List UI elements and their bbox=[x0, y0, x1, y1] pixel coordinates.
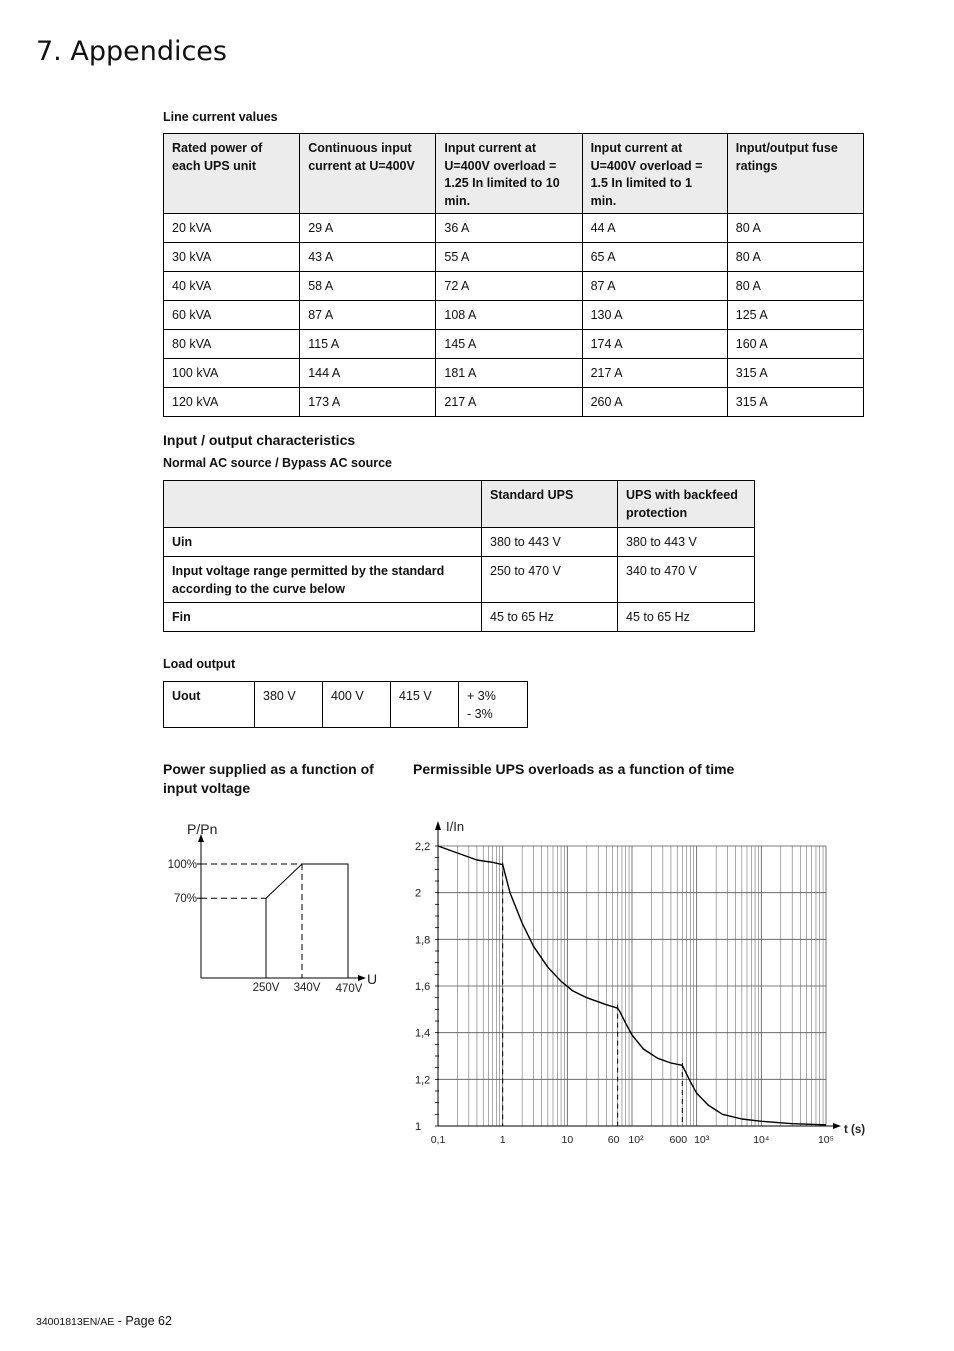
io-header-backfeed: UPS with backfeed protection bbox=[618, 481, 755, 528]
table-row bbox=[164, 272, 864, 301]
x-tick-label: 1 bbox=[499, 1134, 506, 1146]
x-axis-arrow bbox=[833, 1123, 841, 1129]
y-tick-label: 70% bbox=[173, 893, 197, 906]
table-cell: 43 A bbox=[300, 243, 436, 272]
io-cell: 380 to 443 V bbox=[618, 528, 755, 557]
y-axis-arrow bbox=[435, 821, 441, 830]
x-tick-label: 250V bbox=[252, 982, 280, 994]
header-overload-15: Input current at U=400V overload = 1.5 In limited to 1 min. bbox=[582, 134, 727, 214]
table-cell: 80 kVA bbox=[164, 330, 300, 359]
load-output-cell: 415 V bbox=[391, 682, 459, 728]
table-cell: 20 kVA bbox=[164, 214, 300, 243]
io-cell: 380 to 443 V bbox=[482, 528, 618, 557]
table-cell: 125 A bbox=[727, 301, 863, 330]
io-cell: 250 to 470 V bbox=[482, 557, 618, 603]
x-tick-label: 10⁵ bbox=[817, 1134, 835, 1146]
x-tick-label: 10⁴ bbox=[753, 1134, 770, 1146]
x-tick-label: 0,1 bbox=[430, 1134, 446, 1146]
io-cell: 45 to 65 Hz bbox=[482, 603, 618, 632]
table-cell: 87 A bbox=[300, 301, 436, 330]
tolerance-plus: + 3% bbox=[467, 689, 496, 703]
io-cell: 340 to 470 V bbox=[618, 557, 755, 603]
table-row bbox=[164, 243, 864, 272]
x-tick-label: 340V bbox=[293, 982, 321, 994]
y-axis-label: P/Pn bbox=[187, 821, 218, 837]
io-row-label: Input voltage range permitted by the standard according to the curve below bbox=[164, 557, 482, 603]
io-heading: Input / output characteristics bbox=[163, 432, 356, 448]
header-fuse-ratings: Input/output fuse ratings bbox=[727, 134, 863, 214]
io-header-empty bbox=[164, 481, 482, 528]
table-cell: 160 A bbox=[727, 330, 863, 359]
table-cell: 217 A bbox=[436, 388, 582, 417]
table-cell: 173 A bbox=[300, 388, 436, 417]
y-tick-label: 1,6 bbox=[415, 981, 431, 993]
overload-chart bbox=[405, 812, 875, 1157]
power-curve bbox=[266, 864, 348, 978]
table-cell: 58 A bbox=[300, 272, 436, 301]
io-row-label: Uin bbox=[164, 528, 482, 557]
load-output-caption: Load output bbox=[163, 657, 236, 671]
table-cell: 144 A bbox=[300, 359, 436, 388]
table-cell: 315 A bbox=[727, 359, 863, 388]
table-cell: 29 A bbox=[300, 214, 436, 243]
io-header-standard: Standard UPS bbox=[482, 481, 618, 528]
y-tick-label: 2,2 bbox=[415, 841, 431, 853]
x-axis-arrow bbox=[358, 975, 366, 981]
table-row bbox=[164, 214, 864, 243]
page-footer bbox=[36, 1314, 172, 1328]
table-cell: 145 A bbox=[436, 330, 582, 359]
tolerance-minus: - 3% bbox=[467, 706, 493, 721]
table-cell: 36 A bbox=[436, 214, 582, 243]
table-cell: 80 A bbox=[727, 272, 863, 301]
y-tick-label: 2 bbox=[415, 887, 422, 900]
io-table bbox=[163, 480, 755, 632]
page-number: - Page 62 bbox=[114, 1314, 172, 1328]
table-row bbox=[164, 330, 864, 359]
table-cell: 115 A bbox=[300, 330, 436, 359]
table-cell: 72 A bbox=[436, 272, 582, 301]
header-continuous-current: Continuous input current at U=400V bbox=[300, 134, 436, 214]
document-code: 34001813EN/AE bbox=[36, 1316, 115, 1328]
y-axis-label: I/In bbox=[446, 819, 465, 834]
x-axis-label: t (s) bbox=[844, 1124, 866, 1136]
y-tick-label: 100% bbox=[167, 859, 197, 871]
io-caption: Normal AC source / Bypass AC source bbox=[163, 456, 393, 470]
y-tick-label: 1,8 bbox=[415, 934, 431, 947]
table-cell: 87 A bbox=[582, 272, 727, 301]
io-row-label: Fin bbox=[164, 603, 482, 632]
io-cell: 45 to 65 Hz bbox=[618, 603, 755, 632]
y-tick-label: 1 bbox=[415, 1121, 422, 1133]
x-tick-label: 10³ bbox=[694, 1134, 710, 1146]
overload-chart-heading: Permissible UPS overloads as a function of time bbox=[413, 761, 735, 777]
power-chart-heading: Power supplied as a function of input voltage bbox=[163, 761, 374, 796]
x-axis-label: U bbox=[367, 971, 378, 987]
load-output-cell: 380 V bbox=[255, 682, 323, 728]
load-output-cell: 400 V bbox=[323, 682, 391, 728]
table-cell: 100 kVA bbox=[164, 359, 300, 388]
table-cell: 80 A bbox=[727, 214, 863, 243]
table-cell: 315 A bbox=[727, 388, 863, 417]
table-cell: 40 kVA bbox=[164, 272, 300, 301]
table-cell: 65 A bbox=[582, 243, 727, 272]
header-overload-125: Input current at U=400V overload = 1.25 In limited to 10 min. bbox=[436, 134, 582, 214]
table-cell: 60 kVA bbox=[164, 301, 300, 330]
y-tick-label: 1,4 bbox=[415, 1027, 431, 1040]
table-cell: 80 A bbox=[727, 243, 863, 272]
load-output-label: Uout bbox=[164, 682, 255, 728]
table-row bbox=[164, 359, 864, 388]
x-tick-label: 10 bbox=[561, 1134, 574, 1146]
table-cell: 130 A bbox=[582, 301, 727, 330]
load-output-tolerance bbox=[459, 682, 528, 728]
x-tick-label: 600 bbox=[669, 1134, 688, 1146]
y-tick-label: 1,2 bbox=[415, 1074, 431, 1087]
table-cell: 55 A bbox=[436, 243, 582, 272]
table-cell: 120 kVA bbox=[164, 388, 300, 417]
x-tick-label: 10² bbox=[628, 1134, 644, 1146]
table-row bbox=[164, 388, 864, 417]
line-current-table bbox=[163, 133, 864, 417]
power-chart bbox=[150, 810, 390, 1000]
x-tick-label: 470V bbox=[335, 983, 363, 995]
table-cell: 174 A bbox=[582, 330, 727, 359]
table-cell: 181 A bbox=[436, 359, 582, 388]
line-current-caption: Line current values bbox=[163, 110, 278, 124]
header-rated-power: Rated power of each UPS unit bbox=[164, 134, 300, 214]
page-title: 7. Appendices bbox=[36, 36, 227, 67]
table-cell: 217 A bbox=[582, 359, 727, 388]
table-row bbox=[164, 301, 864, 330]
table-cell: 108 A bbox=[436, 301, 582, 330]
table-cell: 44 A bbox=[582, 214, 727, 243]
table-cell: 30 kVA bbox=[164, 243, 300, 272]
load-output-table bbox=[163, 681, 528, 728]
table-cell: 260 A bbox=[582, 388, 727, 417]
x-tick-label: 60 bbox=[607, 1134, 620, 1146]
